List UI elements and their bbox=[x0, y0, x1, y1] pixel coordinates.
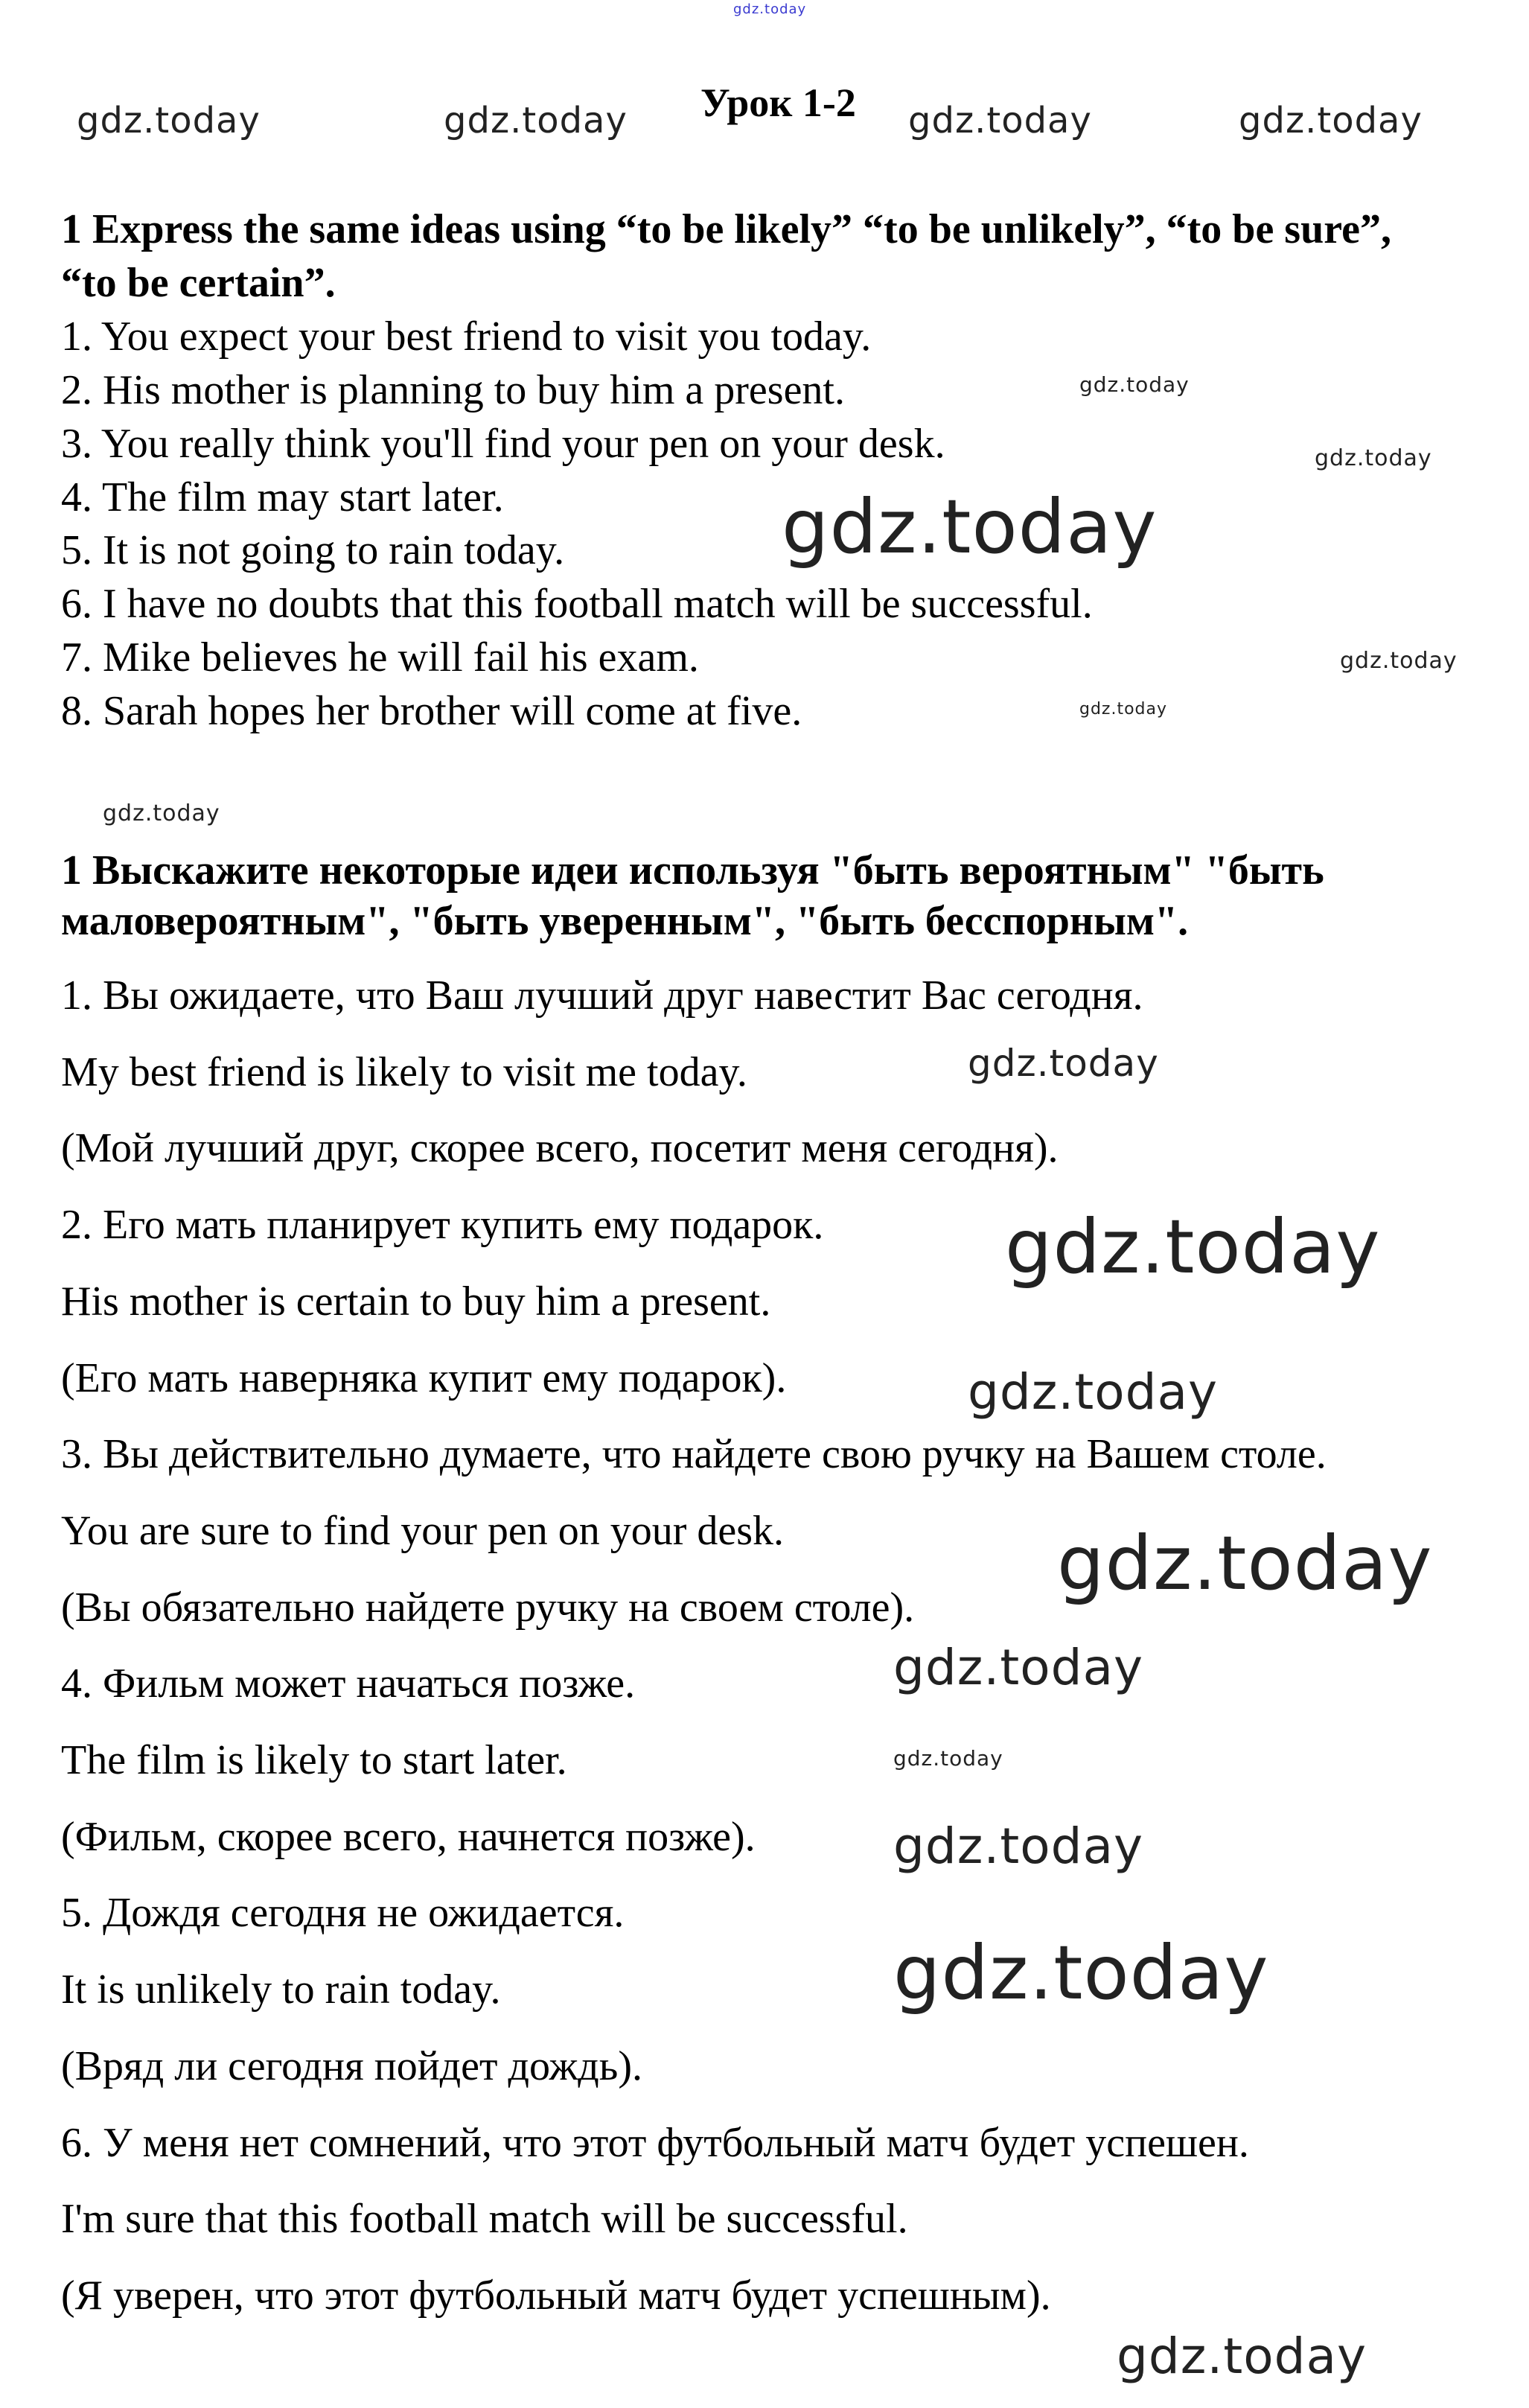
answer-line: (Вы обязательно найдете ручку на своем столе). bbox=[61, 1584, 915, 1631]
list-item: 6. I have no doubts that this football match will be successful. bbox=[61, 581, 1093, 627]
answer-line: His mother is certain to buy him a present. bbox=[61, 1278, 771, 1325]
watermark: gdz.today bbox=[1079, 700, 1168, 719]
answer-line: 3. Вы действительно думаете, что найдете свою ручку на Вашем столе. bbox=[61, 1431, 1327, 1478]
list-item: 7. Mike believes he will fail his exam. bbox=[61, 634, 699, 681]
answer-line: The film is likely to start later. bbox=[61, 1737, 567, 1783]
watermark: gdz.today bbox=[968, 1363, 1219, 1421]
watermark: gdz.today bbox=[908, 100, 1092, 141]
answer-line: You are sure to find your pen on your desk. bbox=[61, 1507, 785, 1554]
watermark: gdz.today bbox=[1239, 100, 1423, 141]
answer-line: (Я уверен, что этот футбольный матч будет успешным). bbox=[61, 2272, 1051, 2319]
watermark: gdz.today bbox=[1340, 648, 1458, 674]
watermark: gdz.today bbox=[893, 1929, 1269, 2016]
answer-line: 2. Его мать планирует купить ему подарок. bbox=[61, 1202, 824, 1249]
list-item: 3. You really think you'll find your pen on your desk. bbox=[61, 421, 945, 467]
list-item: 1. You expect your best friend to visit you today. bbox=[61, 313, 872, 360]
answer-line: I'm sure that this football match will be successful. bbox=[61, 2196, 908, 2243]
answer-line: 1. Вы ожидаете, что Ваш лучший друг навестит Вас сегодня. bbox=[61, 972, 1143, 1019]
watermark: gdz.today bbox=[1117, 2328, 1367, 2385]
watermark: gdz.today bbox=[77, 100, 261, 141]
watermark: gdz.today bbox=[1057, 1520, 1433, 1607]
list-item: 2. His mother is planning to buy him a present. bbox=[61, 367, 845, 413]
watermark: gdz.today bbox=[968, 1042, 1159, 1085]
answer-line: (Фильм, скорее всего, начнется позже). bbox=[61, 1813, 756, 1860]
page-title: Урок 1-2 bbox=[700, 80, 856, 125]
answer-line: 5. Дождя сегодня не ожидается. bbox=[61, 1890, 625, 1937]
exercise-en-heading: 1 Express the same ideas using “to be likely” “to be unlikely”, “to be sure”, bbox=[61, 206, 1391, 252]
exercise-ru-heading: 1 Выскажите некоторые идеи используя "быть вероятным" "быть bbox=[61, 847, 1324, 894]
watermark: gdz.today bbox=[893, 1818, 1144, 1875]
answer-line: 6. У меня нет сомнений, что этот футбольный матч будет успешен. bbox=[61, 2119, 1249, 2166]
answer-line: (Его мать наверняка купит ему подарок). bbox=[61, 1354, 787, 1401]
list-item: 8. Sarah hopes her brother will come at five. bbox=[61, 688, 802, 734]
watermark: gdz.today bbox=[1079, 372, 1190, 397]
list-item: 4. The film may start later. bbox=[61, 474, 504, 520]
watermark: gdz.today bbox=[893, 1746, 1003, 1771]
list-item: 5. It is not going to rain today. bbox=[61, 527, 565, 573]
watermark: gdz.today bbox=[1005, 1203, 1381, 1290]
watermark: gdz.today bbox=[782, 483, 1158, 570]
answer-line: My best friend is likely to visit me today. bbox=[61, 1048, 747, 1095]
exercise-en-heading: “to be certain”. bbox=[61, 260, 336, 306]
watermark: gdz.today bbox=[893, 1639, 1144, 1696]
answer-line: (Мой лучший друг, скорее всего, посетит меня сегодня). bbox=[61, 1125, 1059, 1172]
exercise-ru-heading: маловероятным", "быть уверенным", "быть бесспорным". bbox=[61, 898, 1189, 944]
watermark: gdz.today bbox=[444, 100, 628, 141]
watermark: gdz.today bbox=[1315, 445, 1432, 471]
watermark: gdz.today bbox=[733, 1, 807, 17]
answer-line: 4. Фильм может начаться позже. bbox=[61, 1660, 636, 1707]
watermark: gdz.today bbox=[103, 800, 220, 826]
answer-line: It is unlikely to rain today. bbox=[61, 1966, 501, 2013]
answer-line: (Вряд ли сегодня пойдет дождь). bbox=[61, 2042, 642, 2089]
